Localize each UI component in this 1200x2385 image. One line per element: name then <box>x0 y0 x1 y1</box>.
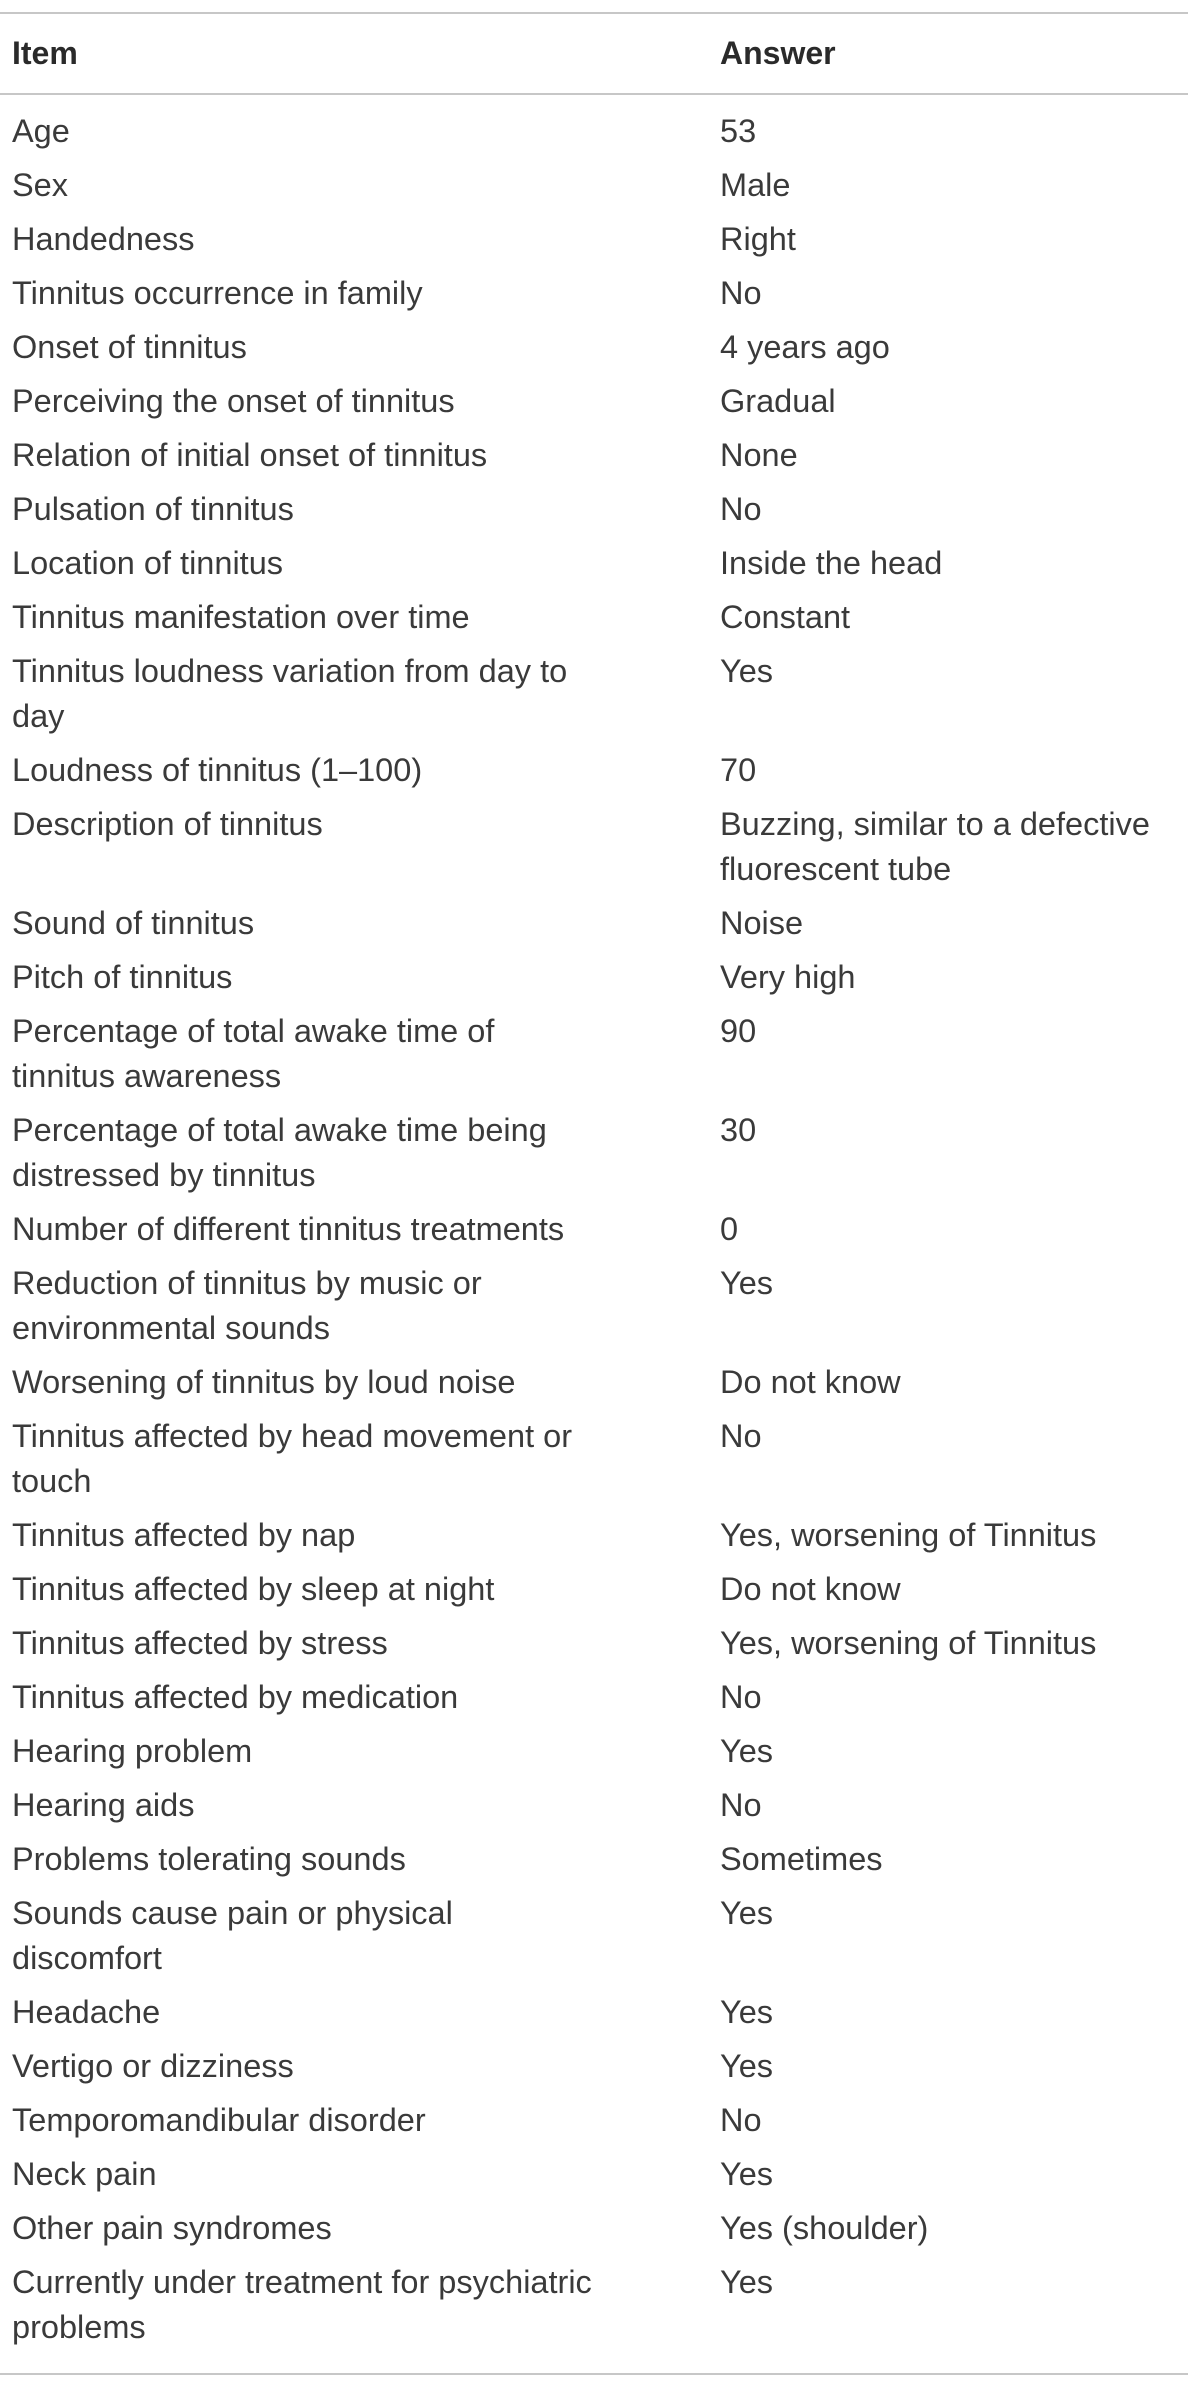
table-row <box>0 1675 1188 1720</box>
row-item: Age <box>12 113 70 149</box>
table-row <box>0 595 1188 640</box>
row-item: Perceiving the onset of tinnitus <box>12 383 455 419</box>
row-item: Sounds cause pain or physical discomfort <box>12 1895 453 1976</box>
row-item: Headache <box>12 1994 161 2030</box>
row-answer: Yes <box>720 653 774 689</box>
row-answer: 4 years ago <box>720 329 890 365</box>
row-item: Tinnitus affected by stress <box>12 1625 388 1661</box>
row-answer: 53 <box>720 113 757 149</box>
table-row <box>0 217 1188 262</box>
table-row <box>0 379 1188 424</box>
row-item: Pitch of tinnitus <box>12 959 233 995</box>
table-row <box>0 1009 1188 1099</box>
table-row <box>0 1783 1188 1828</box>
row-item: Tinnitus occurrence in family <box>12 275 423 311</box>
header-item: Item <box>12 35 78 71</box>
table-row <box>0 1990 1188 2035</box>
row-item: Neck pain <box>12 2156 157 2192</box>
row-answer: Yes (shoulder) <box>720 2210 929 2246</box>
row-answer: 30 <box>720 1112 757 1148</box>
row-item: Hearing aids <box>12 1787 195 1823</box>
row-item: Temporomandibular disorder <box>12 2102 426 2138</box>
row-item: Vertigo or dizziness <box>12 2048 294 2084</box>
table-row <box>0 1261 1188 1351</box>
row-answer: Male <box>720 167 791 203</box>
row-answer: 70 <box>720 752 757 788</box>
row-item: Onset of tinnitus <box>12 329 247 365</box>
row-item: Description of tinnitus <box>12 806 323 842</box>
row-answer: Yes <box>720 2156 774 2192</box>
row-item: Sound of tinnitus <box>12 905 255 941</box>
row-answer: Yes <box>720 2264 774 2300</box>
bottom-rule <box>0 2373 1188 2375</box>
table-row <box>0 802 1188 892</box>
table-row <box>0 2152 1188 2197</box>
row-answer: 90 <box>720 1013 757 1049</box>
row-answer: Yes, worsening of Tinnitus <box>720 1517 1097 1553</box>
table-row <box>0 1567 1188 1612</box>
row-answer: Yes, worsening of Tinnitus <box>720 1625 1097 1661</box>
row-item: Tinnitus loudness variation from day to day <box>12 653 568 734</box>
table-row <box>0 901 1188 946</box>
table-header <box>0 14 1188 93</box>
table-row <box>0 1837 1188 1882</box>
row-answer: Yes <box>720 2048 774 2084</box>
row-answer: No <box>720 275 762 311</box>
row-item: Problems tolerating sounds <box>12 1841 406 1877</box>
row-answer: Buzzing, similar to a defective fluorescent tube <box>720 806 1150 887</box>
row-item: Relation of initial onset of tinnitus <box>12 437 488 473</box>
row-answer: Inside the head <box>720 545 943 581</box>
table-row <box>0 1891 1188 1981</box>
row-answer: Do not know <box>720 1571 901 1607</box>
table-row <box>0 1414 1188 1504</box>
row-item: Pulsation of tinnitus <box>12 491 294 527</box>
row-answer: Yes <box>720 1994 774 2030</box>
row-item: Tinnitus affected by sleep at night <box>12 1571 495 1607</box>
table-row <box>0 2098 1188 2143</box>
row-answer: Noise <box>720 905 804 941</box>
row-item: Other pain syndromes <box>12 2210 332 2246</box>
row-item: Handedness <box>12 221 195 257</box>
row-item: Tinnitus affected by nap <box>12 1517 356 1553</box>
table-body <box>0 95 1188 2373</box>
table-row <box>0 487 1188 532</box>
row-answer: Constant <box>720 599 851 635</box>
table-row <box>0 433 1188 478</box>
row-answer: No <box>720 1679 762 1715</box>
row-answer: Yes <box>720 1733 774 1769</box>
table-row <box>0 1207 1188 1252</box>
row-answer: Gradual <box>720 383 836 419</box>
row-answer: 0 <box>720 1211 739 1247</box>
table-row <box>0 649 1188 739</box>
table-row <box>0 955 1188 1000</box>
table-row <box>0 1360 1188 1405</box>
row-item: Number of different tinnitus treatments <box>12 1211 565 1247</box>
row-answer: No <box>720 2102 762 2138</box>
table-row <box>0 2260 1188 2350</box>
row-answer: Right <box>720 221 796 257</box>
row-answer: Very high <box>720 959 856 995</box>
row-item: Tinnitus affected by medication <box>12 1679 459 1715</box>
table-row <box>0 748 1188 793</box>
row-answer: No <box>720 1418 762 1454</box>
row-item: Percentage of total awake time being distressed by tinnitus <box>12 1112 547 1193</box>
table-row <box>0 109 1188 154</box>
row-item: Currently under treatment for psychiatric problems <box>12 2264 592 2345</box>
row-answer: Yes <box>720 1895 774 1931</box>
table-row <box>0 1621 1188 1666</box>
row-item: Tinnitus manifestation over time <box>12 599 470 635</box>
table-row <box>0 1108 1188 1198</box>
table-row <box>0 541 1188 586</box>
row-answer: No <box>720 1787 762 1823</box>
row-answer: Do not know <box>720 1364 901 1400</box>
row-item: Loudness of tinnitus (1–100) <box>12 752 423 788</box>
row-answer: Yes <box>720 1265 774 1301</box>
table-row <box>0 1513 1188 1558</box>
table-row <box>0 1729 1188 1774</box>
row-item: Hearing problem <box>12 1733 253 1769</box>
header-answer: Answer <box>720 35 836 71</box>
table-row <box>0 163 1188 208</box>
row-answer: Sometimes <box>720 1841 883 1877</box>
row-item: Sex <box>12 167 69 203</box>
row-item: Reduction of tinnitus by music or environmental sounds <box>12 1265 482 1346</box>
table-row <box>0 325 1188 370</box>
row-item: Percentage of total awake time of tinnitus awareness <box>12 1013 495 1094</box>
row-item: Worsening of tinnitus by loud noise <box>12 1364 516 1400</box>
row-answer: None <box>720 437 798 473</box>
table-row <box>0 2044 1188 2089</box>
row-item: Location of tinnitus <box>12 545 284 581</box>
table-row <box>0 271 1188 316</box>
row-answer: No <box>720 491 762 527</box>
table-row <box>0 2206 1188 2251</box>
row-item: Tinnitus affected by head movement or touch <box>12 1418 573 1499</box>
